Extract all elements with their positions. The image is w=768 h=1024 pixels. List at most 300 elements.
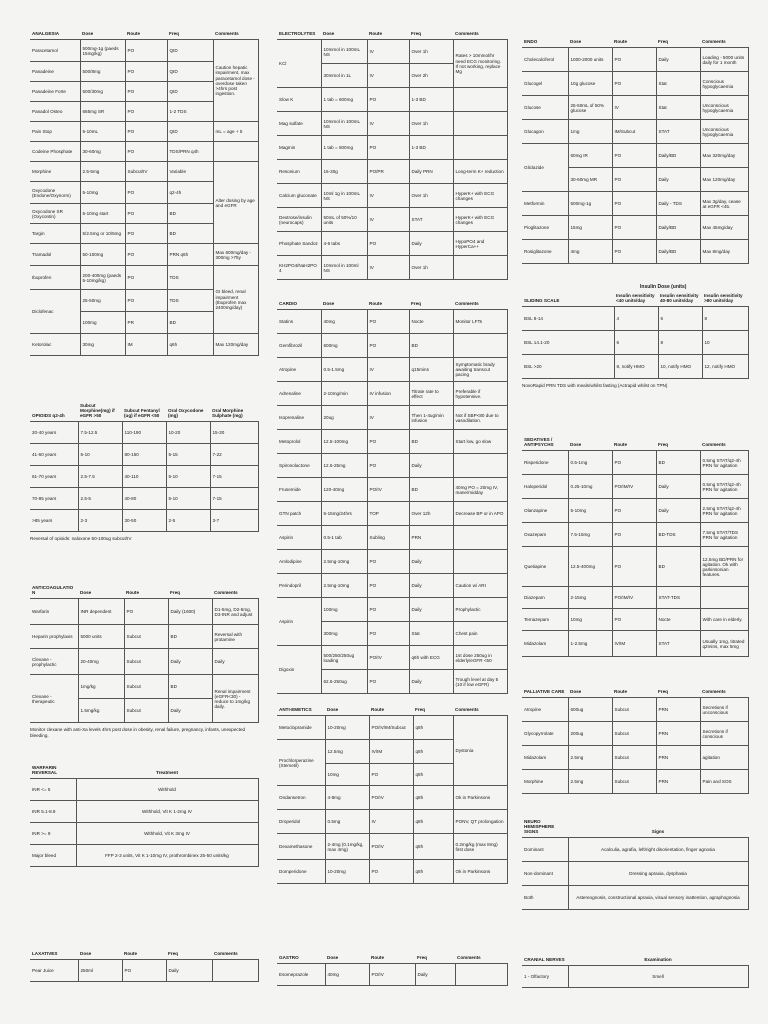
header-dose: Dose: [82, 31, 94, 36]
header-sensitivity-mid: Insulin sensitivity 40-80 units/day: [660, 293, 699, 304]
dose-cell: 0.5-1mg: [568, 451, 612, 475]
comment-cell: Max 120mg/day: [700, 168, 748, 192]
header-freq: Freq: [170, 590, 180, 596]
table-row: [522, 587, 748, 609]
dose-cell: 5-10mL: [80, 122, 125, 142]
freq-cell: PRN: [656, 746, 700, 770]
freq-cell: PRN q6h: [167, 244, 213, 266]
comment-cell: Max 120mg/day: [213, 334, 258, 356]
electrolytes-title: ELECTROLYTES: [279, 31, 316, 36]
comment-cell: Max 320mg/day: [700, 144, 748, 168]
comment-cell: Monitor LFTs: [453, 310, 507, 334]
dose-cell: 0.5-1 tab: [321, 526, 367, 550]
drug-name: Morphine: [30, 162, 80, 182]
dose-cell: 2.5mg-10mg: [321, 550, 367, 574]
value-cell: 110-190: [122, 422, 166, 444]
dose-cell: 2.5mg: [568, 746, 612, 770]
header-route: Route: [369, 301, 383, 306]
table-row: [277, 112, 507, 136]
freq-cell: Daily/BD: [656, 216, 700, 240]
comment-cell: [700, 587, 748, 609]
drug-name: Atropine: [522, 698, 568, 722]
route-cell: Subcut: [124, 699, 168, 723]
dose-cell: 2-15mg: [568, 587, 612, 609]
table-row: [277, 40, 507, 64]
drug-name: GTN patch: [277, 502, 321, 526]
route-cell: PO: [612, 72, 656, 96]
gastro-table: [277, 954, 508, 986]
comment-cell: [453, 256, 507, 280]
table-row: [277, 454, 507, 478]
route-cell: IV: [612, 96, 656, 120]
dose-cell: 4-6 tabs: [321, 232, 367, 256]
table-row: [30, 510, 258, 532]
comment-cell: [453, 526, 507, 550]
analgesia-title: ANALGESIA: [32, 31, 60, 36]
sliding-scale-section: [522, 284, 748, 389]
comment-cell: 0.2mg/kg (max 8mg) first dose: [453, 834, 507, 860]
header-comments: Comments: [455, 707, 479, 712]
route-cell: PO/IM/IV: [612, 475, 656, 499]
cardio-title: CARDIO: [279, 301, 298, 306]
header-route: Route: [371, 707, 385, 712]
comment-cell: HyperK+ with ECG changes: [453, 184, 507, 208]
freq-cell: Nocte: [656, 609, 700, 631]
freq-cell: Titrate rate to effect: [409, 382, 453, 406]
warfarin-reversal-table: [30, 764, 259, 867]
table-row: [277, 860, 507, 884]
comment-cell: Usually 1mg, titrated q2mins, max 5mg: [700, 631, 748, 657]
freq-cell: TDS/PRN q4h: [167, 142, 213, 162]
drug-name: Clexane - therapeutic: [30, 675, 78, 723]
comment-cell: Rates > 10mmol/hr need ECG monitoring. If not working, replace Mg: [453, 40, 507, 88]
route-cell: IM/Subcut: [612, 120, 656, 144]
freq-cell: Then 1-4ug/min infusion: [409, 406, 453, 430]
drug-name: Diazepam: [522, 587, 568, 609]
table-row: [277, 358, 507, 382]
drug-name: Metoclopramide: [277, 716, 325, 740]
comment-cell: Renal impairment (eGFR<30) - reduce to 1mg/kg daily.: [212, 675, 258, 723]
route-cell: PO: [125, 82, 167, 102]
freq-cell: TDS: [167, 266, 213, 290]
signs-cell: Astereognosis, constructional apraxia, visual sensory inattention, agraphognosia: [568, 886, 748, 910]
drug-name: Panadol Osteo: [30, 102, 80, 122]
dose-cell: 50mL of 50%/10 units: [321, 208, 367, 232]
antiemetics-table: [277, 706, 508, 884]
route-cell: PO: [125, 62, 167, 82]
opioids-title: OPIOIDS q2-4h: [32, 413, 65, 419]
drug-name: Pear Juice: [30, 960, 78, 982]
comment-cell: Secretions if conscious: [700, 722, 748, 746]
route-cell: PO: [125, 204, 167, 224]
freq-cell: BD: [167, 204, 213, 224]
header-comments: Comments: [457, 955, 481, 960]
table-row: [30, 675, 258, 699]
route-cell: PO: [367, 136, 409, 160]
drug-name: Heparin prophylaxis: [30, 625, 78, 649]
value-cell: 8, notify HMO: [614, 355, 658, 379]
drug-name: Glucose: [522, 96, 568, 120]
table-row: [277, 382, 507, 406]
drug-name: Droperidol: [277, 810, 325, 834]
anticoag-section: [30, 584, 258, 739]
comment-cell: Trough level at day 5 (10 if low eGFR): [453, 670, 507, 694]
route-cell: TOP: [367, 502, 409, 526]
table-row: [522, 722, 748, 746]
header-freq: Freq: [415, 707, 425, 712]
dose-cell: 5-10mg start: [80, 204, 125, 224]
comment-cell: agitation: [700, 746, 748, 770]
header-comments: Comments: [702, 442, 726, 448]
route-cell: PO: [612, 216, 656, 240]
antiemetics-title: ANTI-EMETICS: [279, 707, 312, 712]
drug-name: Metformin: [522, 192, 568, 216]
freq-cell: Daily: [409, 454, 453, 478]
dose-cell: 12.5mg: [325, 740, 369, 764]
dose-cell: 20ug: [321, 406, 367, 430]
age-cell: 20-40 years: [30, 422, 78, 444]
hemisphere-cell: Non-dominant: [522, 862, 568, 886]
table-row: [30, 162, 258, 182]
freq-cell: PRN: [409, 526, 453, 550]
drug-name: Haloperidol: [522, 475, 568, 499]
freq-cell: Daily - TDS: [656, 192, 700, 216]
freq-cell: BD: [167, 224, 213, 244]
drug-name: Midazolam: [522, 631, 568, 657]
neuro-title: NEURO HEMISPHERE SIGNS: [524, 819, 555, 835]
route-cell: PO: [367, 430, 409, 454]
drug-name: Rosiglitazone: [522, 240, 568, 264]
sliding-scale-table: [522, 292, 749, 379]
drug-name: Ibuprofen: [30, 266, 80, 290]
route-cell: PO: [367, 334, 409, 358]
freq-cell: BD: [168, 675, 212, 699]
route-cell: PO: [367, 454, 409, 478]
freq-cell: QID: [167, 82, 213, 102]
opioids-section: [30, 402, 258, 542]
table-row: [522, 966, 748, 988]
freq-cell: Daily (1600): [168, 599, 212, 625]
signs-cell: Acalculia, agrafia, left/right disorientation, finger agnosia: [568, 838, 748, 862]
drug-name: Cholecalciferol: [522, 48, 568, 72]
value-cell: 3-7: [210, 510, 258, 532]
table-row: [277, 208, 507, 232]
dose-cell: 10mg: [568, 609, 612, 631]
antiemetics-section: [277, 706, 507, 884]
table-row: [522, 240, 748, 264]
drug-name: Esomeprazole: [277, 964, 325, 986]
freq-cell: Daily: [409, 670, 453, 694]
header-route: Route: [127, 31, 141, 36]
comment-cell: GI bleed, renal impairment (Ibuprofen max 2400mg/day): [213, 266, 258, 334]
table-row: [30, 244, 258, 266]
freq-cell: q8h: [413, 834, 453, 860]
comment-cell: Unconscious hypoglycaemia: [700, 120, 748, 144]
table-row: [277, 334, 507, 358]
table-row: [522, 120, 748, 144]
comment-cell: Max 600mg/day - 300mg >75y: [213, 244, 258, 266]
dose-cell: 12.5-100mg: [321, 430, 367, 454]
freq-cell: BD: [656, 451, 700, 475]
comment-cell: Symptomatic brady awaiting transcut pacing: [453, 358, 507, 382]
comment-cell: 12.5mg BD/PRN for agitation. Ok with parkinsonian features.: [700, 547, 748, 587]
route-cell: PO: [369, 860, 413, 884]
freq-cell: STAT-TDS: [656, 587, 700, 609]
dose-cell: 250ml: [78, 960, 122, 982]
header-comments: Comments: [455, 301, 479, 306]
drug-name: Glucagon: [522, 120, 568, 144]
dose-cell: 40mg: [325, 964, 369, 986]
drug-name: Ketorolac: [30, 334, 80, 356]
value-cell: 7-15: [210, 466, 258, 488]
value-cell: 4: [614, 307, 658, 331]
header-freq: Freq: [417, 955, 427, 960]
dose-cell: 100mg: [321, 598, 367, 622]
route-cell: Subcut/IV: [125, 162, 167, 182]
route-cell: PO/IV: [367, 646, 409, 670]
drug-name: Adrenaline: [277, 382, 321, 406]
freq-cell: q8h: [413, 764, 453, 786]
freq-cell: BD-TDS: [656, 523, 700, 547]
dose-cell: 12.5-400mg: [568, 547, 612, 587]
table-row: [30, 649, 258, 675]
table-row: [277, 502, 507, 526]
route-cell: PO: [612, 451, 656, 475]
clexane-monitoring-note: Monitor clexane with anti-Xa levels 4hrs post dose in obesity, renal failure, pregnancy, infants, unexpected bleeding.: [30, 727, 246, 739]
table-row: [277, 160, 507, 184]
route-cell: PO/IV/IM/Subcut: [369, 716, 413, 740]
comment-cell: Long-term K+ reduction: [453, 160, 507, 184]
freq-cell: Daily: [656, 48, 700, 72]
endo-section: [522, 38, 748, 264]
value-cell: 40-80: [122, 488, 166, 510]
freq-cell: STAT: [656, 120, 700, 144]
neuro-table: [522, 818, 749, 910]
freq-cell: 1-3 BD: [409, 88, 453, 112]
table-row: [522, 355, 748, 379]
header-subcut-fentanyl: Subcut Fentanyl (ug) if eGFR <50: [124, 408, 160, 419]
drug-name: Dextrose/insulin (neurocaps): [277, 208, 321, 232]
dose-cell: 30mmol in 1L: [321, 64, 367, 88]
value-cell: 40-110: [122, 466, 166, 488]
drug-name: KH2PO4/NaH2PO4: [277, 256, 321, 280]
header-oral-morphine: Oral Morphine Sulphate (mg): [212, 408, 244, 419]
freq-cell: BD: [409, 478, 453, 502]
table-row: [522, 838, 748, 862]
route-cell: PO: [612, 547, 656, 587]
dose-cell: 30mg: [80, 334, 125, 356]
drug-name: Magmin: [277, 136, 321, 160]
dose-cell: 7.5-15mg: [568, 523, 612, 547]
header-oral-oxycodone: Oral Oxycodone (mg): [168, 408, 204, 419]
value-cell: 6: [658, 307, 702, 331]
comment-cell: Preferable if hypotensive.: [453, 382, 507, 406]
value-cell: 7-15: [210, 488, 258, 510]
header-dose: Dose: [570, 442, 582, 448]
table-row: [30, 444, 258, 466]
header-comments: Comments: [455, 31, 479, 36]
header-freq: Freq: [411, 31, 421, 36]
value-cell: 10, notify HMO: [658, 355, 702, 379]
freq-cell: Daily: [409, 574, 453, 598]
comment-cell: Secretions if unconscious: [700, 698, 748, 722]
header-sensitivity-low: Insulin sensitivity <40 units/day: [616, 293, 655, 304]
drug-name: Temazepam: [522, 609, 568, 631]
cardio-table: [277, 300, 508, 694]
route-cell: PO/IM/IV: [612, 587, 656, 609]
laxatives-title: LAXATIVES: [32, 951, 58, 956]
freq-cell: Daily: [656, 168, 700, 192]
table-row: [30, 960, 258, 982]
freq-cell: Over 12h: [409, 502, 453, 526]
dose-cell: 5000 units: [78, 625, 124, 649]
age-cell: >85 years: [30, 510, 78, 532]
freq-cell: Over 1h: [409, 112, 453, 136]
dose-cell: 10g glucose: [568, 72, 612, 96]
value-cell: 30-50: [122, 510, 166, 532]
freq-cell: q8h: [413, 716, 453, 740]
table-row: [522, 746, 748, 770]
comment-cell: [453, 136, 507, 160]
drug-name: Isoprenaline: [277, 406, 321, 430]
laxatives-table: [30, 950, 259, 982]
anticoag-table: [30, 584, 259, 723]
freq-cell: 1-2 TDS: [167, 102, 213, 122]
dose-cell: 15mg: [568, 216, 612, 240]
comment-cell: PONV, QT prolongation: [453, 810, 507, 834]
table-row: [30, 823, 258, 845]
drug-name: Amlodipine: [277, 550, 321, 574]
header-freq: Freq: [658, 442, 668, 448]
table-row: [522, 499, 748, 523]
comment-cell: Prophylactic: [453, 598, 507, 622]
dose-cell: 25-50mL of 50% glucose: [568, 96, 612, 120]
gastro-title: GASTRO: [279, 955, 299, 960]
route-cell: Subcut: [612, 746, 656, 770]
dose-cell: 1.5mg/kg: [78, 699, 124, 723]
warfarin-reversal-title: WARFARIN REVERSAL: [32, 765, 58, 776]
dose-cell: 1 tab = 600mg: [321, 88, 367, 112]
drug-name: Oxazepam: [522, 523, 568, 547]
freq-cell: Daily: [409, 598, 453, 622]
freq-cell: Daily: [166, 960, 212, 982]
freq-cell: Stat: [409, 622, 453, 646]
drug-name: Tramadol: [30, 244, 80, 266]
dose-cell: 4-8mg: [325, 786, 369, 810]
table-row: [30, 266, 258, 290]
drug-name: Glycopyrrolate: [522, 722, 568, 746]
comment-cell: Loading - 5000 units daily for 1 month: [700, 48, 748, 72]
freq-cell: q8h: [413, 786, 453, 810]
route-cell: PO: [367, 310, 409, 334]
route-cell: IV: [367, 358, 409, 382]
header-route: Route: [614, 689, 628, 694]
value-cell: 2.5-5: [78, 488, 122, 510]
table-row: [522, 523, 748, 547]
table-row: [277, 810, 507, 834]
drug-name: Codeine Phosphate: [30, 142, 80, 162]
dose-cell: 0.25-10mg: [568, 475, 612, 499]
header-sensitivity-high: Insulin sensitivity >80 units/day: [704, 293, 743, 304]
dose-cell: 200-400mg (paeds 5-10mg/kg): [80, 266, 125, 290]
table-row: [277, 232, 507, 256]
signs-cell: Dressing apraxia, dysphasia: [568, 862, 748, 886]
hemisphere-cell: Both: [522, 886, 568, 910]
dose-cell: 2-4mg (0.1mg/kg, max 4mg): [325, 834, 369, 860]
dose-cell: 300mg: [321, 622, 367, 646]
value-cell: 7-22: [210, 444, 258, 466]
comment-cell: [453, 550, 507, 574]
dose-cell: 60mg IR: [568, 144, 612, 168]
dose-cell: 4mg: [568, 240, 612, 264]
route-cell: IV: [367, 112, 409, 136]
freq-cell: Daily: [409, 550, 453, 574]
route-cell: PO: [125, 142, 167, 162]
freq-cell: BD: [409, 430, 453, 454]
dose-cell: 1mg/kg: [78, 675, 124, 699]
drug-name: Digoxin: [277, 646, 321, 694]
table-row: [30, 334, 258, 356]
comment-cell: Reversal with protamine: [212, 625, 258, 649]
dose-cell: INR dependent: [78, 599, 124, 625]
drug-name: Aspirin: [277, 526, 321, 550]
freq-cell: Nocte: [409, 310, 453, 334]
dose-cell: 5-15mg/24hrs: [321, 502, 367, 526]
route-cell: PO: [367, 550, 409, 574]
route-cell: PO: [125, 224, 167, 244]
age-cell: 41-60 years: [30, 444, 78, 466]
anticoag-title: ANTICOAGULATION: [32, 585, 74, 596]
dose-cell: 1 tab = 500mg: [321, 136, 367, 160]
comment-cell: Pain and SOS: [700, 770, 748, 794]
value-cell: 7.5-12.5: [78, 422, 122, 444]
comment-cell: 0.5mg STAT/q2-4h PRN for agitation: [700, 475, 748, 499]
freq-cell: Stat: [656, 72, 700, 96]
dose-cell: 10-20mg: [325, 716, 369, 740]
comment-cell: Max 3g/day, cease at eGFR <45.: [700, 192, 748, 216]
comment-cell: Max 45mg/day: [700, 216, 748, 240]
table-row: [522, 48, 748, 72]
drug-name: Domperidone: [277, 860, 325, 884]
route-cell: PO: [367, 232, 409, 256]
bsl-cell: BSL >20: [522, 355, 614, 379]
drug-name: Quetiapine: [522, 547, 568, 587]
cranial-table: [522, 956, 749, 988]
table-row: [30, 422, 258, 444]
dose-cell: 5-10mg: [568, 499, 612, 523]
dose-cell: 2.5mg: [568, 770, 612, 794]
dose-cell: 2.5-5mg: [80, 162, 125, 182]
comment-cell: mL = age + 5: [213, 122, 258, 142]
drug-name: Metoprolol: [277, 430, 321, 454]
freq-cell: Daily: [168, 699, 212, 723]
comment-cell: Dystonia: [453, 716, 507, 786]
novorapid-note: NovoRapid PRN TDS with meals/whilst fasting (Actrapid whilst on TPN): [522, 383, 668, 389]
dose-cell: 0.5-1.5mg: [321, 358, 367, 382]
dose-cell: 120-40mg: [321, 478, 367, 502]
cardio-section: [277, 300, 507, 694]
table-row: [277, 310, 507, 334]
freq-cell: Variable: [167, 162, 213, 182]
opioid-reversal-note: Reversal of opioids: naloxone 50-100ug subcut/IV: [30, 536, 132, 542]
dose-cell: 5-10mg: [80, 182, 125, 204]
comment-cell: Ok in Parkinsons: [453, 786, 507, 810]
route-cell: PO: [369, 764, 413, 786]
freq-cell: BD: [656, 547, 700, 587]
dose-cell: 500/250/250ug loading: [321, 646, 367, 670]
drug-name: Gliclazide: [522, 144, 568, 192]
dose-cell: 40mg: [321, 310, 367, 334]
